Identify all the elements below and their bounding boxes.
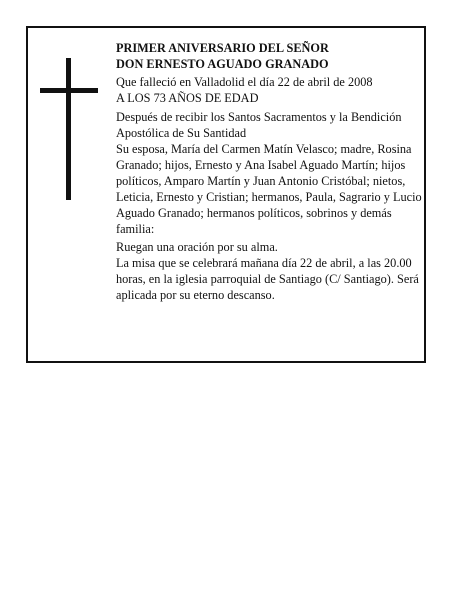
cross-vertical-bar: [66, 58, 71, 200]
age-info: A LOS 73 AÑOS DE EDAD: [116, 91, 259, 105]
prayer-request: Ruegan una oración por su alma.: [116, 240, 278, 254]
obituary-notice: [26, 26, 426, 363]
cross-horizontal-bar: [40, 88, 98, 93]
sacraments-text: Después de recibir los Santos Sacramentos y la Bendición Apostólica de Su Santidad: [116, 110, 402, 140]
notice-heading-line1: PRIMER ANIVERSARIO DEL SEÑOR: [116, 41, 329, 55]
notice-text: [116, 40, 422, 303]
death-info: Que falleció en Valladolid el día 22 de abril de 2008: [116, 75, 373, 89]
family-text: Su esposa, María del Carmen Matín Velasco; madre, Rosina Granado; hijos, Ernesto y Ana Isabel Aguado Martín; hijos políticos, Amparo Martín y Juan Antonio Cristóbal; nietos, Leticia, Ernesto y Cristian; hermanos, Paula, Sagrario y Lucio Aguado Granado; hermanos políticos, sobrinos y demás familia:: [116, 142, 422, 236]
cross-icon: [40, 58, 98, 200]
notice-heading-line2: DON ERNESTO AGUADO GRANADO: [116, 57, 329, 71]
mass-info: La misa que se celebrará mañana día 22 de abril, a las 20.00 horas, en la iglesia parroquial de Santiago (C/ Santiago). Será aplicada por su eterno descanso.: [116, 256, 419, 302]
